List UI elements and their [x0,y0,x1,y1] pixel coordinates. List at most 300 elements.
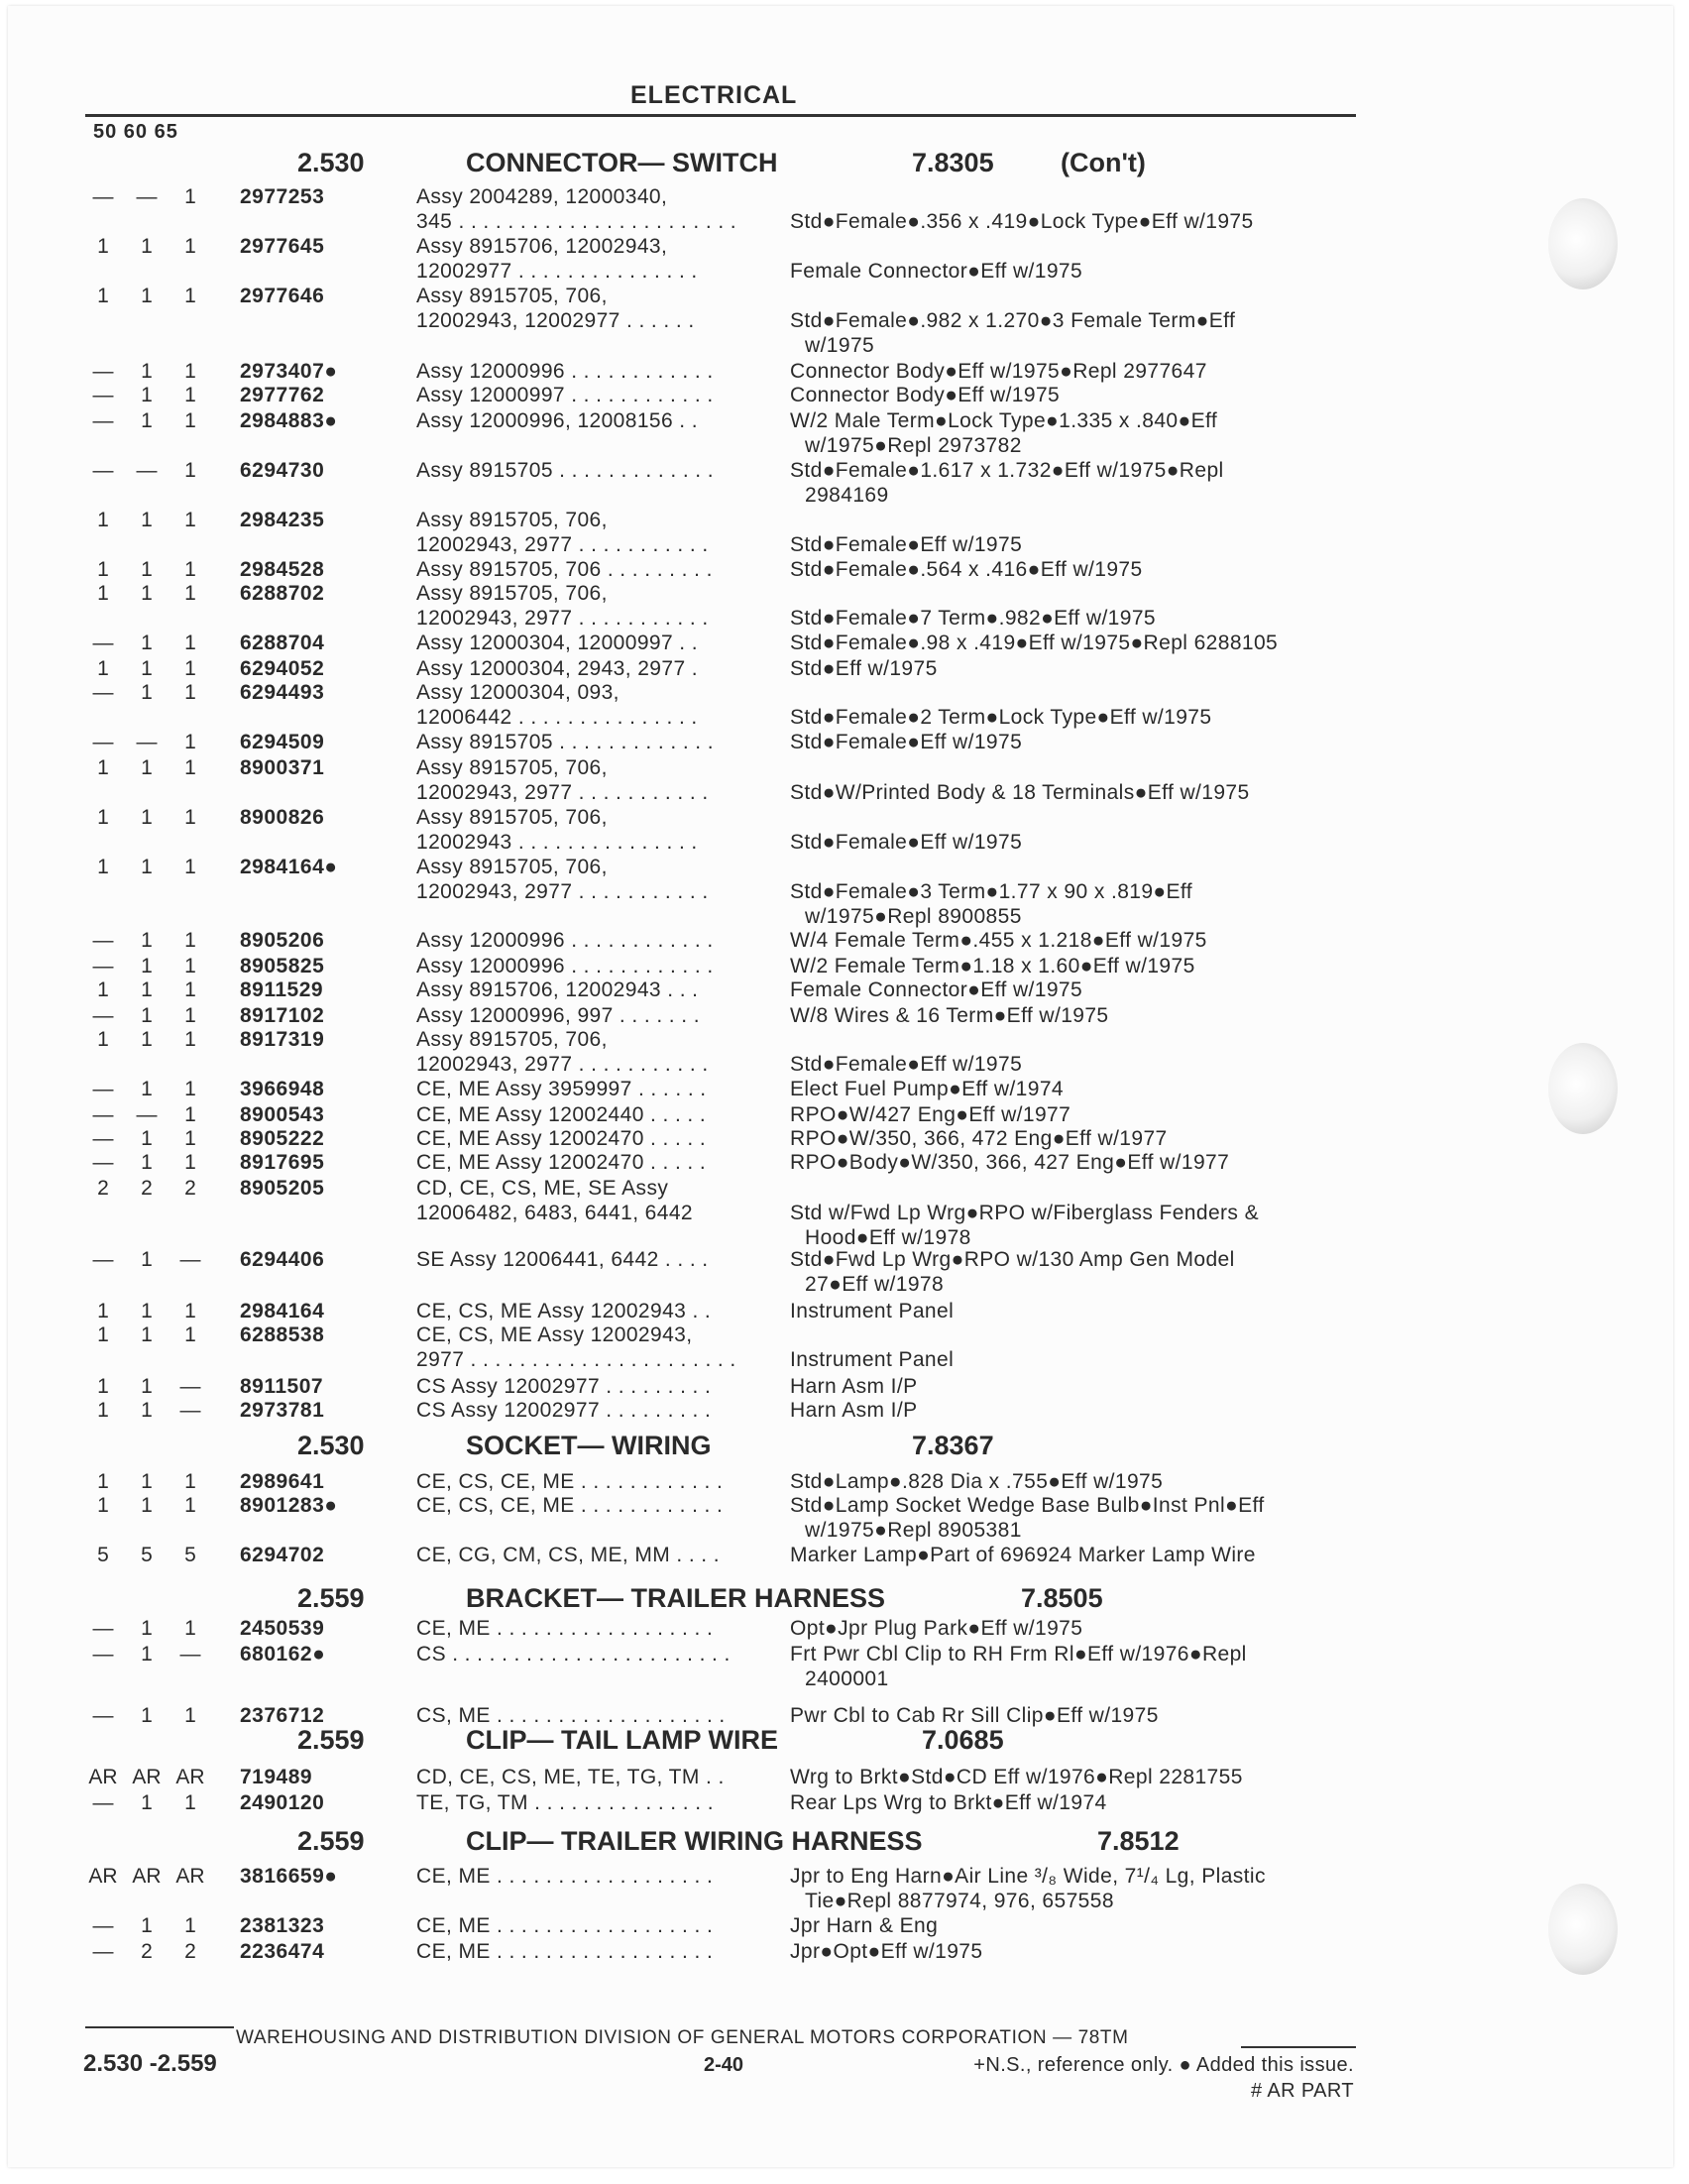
part-remark: Std●Fwd Lp Wrg●RPO w/130 Amp Gen Model [790,1248,1235,1271]
part-number: 3966948 [240,1078,325,1100]
part-remark: Rear Lps Wrg to Brkt●Eff w/1974 [790,1791,1107,1814]
part-description: TE, TG, TM . . . . . . . . . . . . . . . [416,1791,714,1814]
part-description: 12002943, 2977 . . . . . . . . . . . [416,880,709,903]
quantity-cell: 1 [141,1028,153,1051]
part-remark: Marker Lamp●Part of 696924 Marker Lamp Wire [790,1544,1256,1566]
quantity-cell: 1 [97,1375,109,1398]
part-remark: Female Connector●Eff w/1975 [790,260,1083,283]
quantity-cell: 1 [97,285,109,307]
quantity-cell: — [179,1248,201,1271]
quantity-cell: 1 [184,235,196,258]
part-description: Assy 12000996 . . . . . . . . . . . . [416,360,714,383]
part-remark: Std●Eff w/1975 [790,657,938,680]
quantity-cell: — [136,185,158,208]
quantity-cell: 5 [97,1544,109,1566]
part-remark: Opt●Jpr Plug Park●Eff w/1975 [790,1617,1083,1640]
part-remark: Std●Female●.564 x .416●Eff w/1975 [790,558,1143,581]
part-remark: Pwr Cbl to Cab Rr Sill Clip●Eff w/1975 [790,1704,1159,1727]
footer-note-ar-part: # AR PART [1250,2080,1354,2102]
quantity-cell: — [92,1248,114,1271]
part-description: CE, CS, ME Assy 12002943, [416,1323,693,1346]
part-remark: RPO●W/427 Eng●Eff w/1977 [790,1103,1071,1126]
part-description: CE, ME Assy 12002440 . . . . . [416,1103,707,1126]
quantity-cell: — [92,1151,114,1174]
quantity-cell: 2 [141,1940,153,1963]
quantity-cell: 1 [97,756,109,779]
quantity-cell: AR [175,1865,205,1888]
quantity-cell: 1 [184,978,196,1001]
part-number: 2376712 [240,1704,325,1727]
quantity-cell: 1 [184,1078,196,1100]
quantity-cell: 1 [184,856,196,878]
part-description: CE, ME . . . . . . . . . . . . . . . . . . [416,1914,714,1937]
part-number: 2490120 [240,1791,325,1814]
quantity-cell: — [92,1791,114,1814]
footer-range: 2.530 -2.559 [83,2050,217,2077]
part-description: Assy 8915705, 706, [416,856,608,878]
section-code: 7.8367 [912,1431,994,1460]
part-remark: Std●Lamp●.828 Dia x .755●Eff w/1975 [790,1470,1164,1493]
part-description: CE, CS, CE, ME . . . . . . . . . . . . [416,1470,724,1493]
quantity-cell: 1 [141,1151,153,1174]
part-description: Assy 8915705, 706, [416,509,608,531]
part-description: 12002943, 12002977 . . . . . . [416,309,695,332]
section-title: SOCKET— WIRING [466,1431,712,1460]
part-description: CE, CS, CE, ME . . . . . . . . . . . . [416,1494,724,1517]
part-description: Assy 8915705, 706, [416,1028,608,1051]
quantity-cell: AR [88,1865,118,1888]
quantity-cell: 1 [184,185,196,208]
part-description: 345 . . . . . . . . . . . . . . . . . . . . . . . [416,210,737,233]
part-number: 6288538 [240,1323,325,1346]
quantity-cell: 1 [141,806,153,829]
part-number: 8905825 [240,955,325,977]
part-number: 8917695 [240,1151,325,1174]
part-number: 8911529 [240,978,324,1001]
section-code: 7.8505 [1021,1583,1103,1613]
part-remark: 2984169 [805,484,889,507]
quantity-cell: — [136,1103,158,1126]
part-number: 2977253 [240,185,325,208]
quantity-cell: — [92,731,114,753]
part-remark: Std●Female●2 Term●Lock Type●Eff w/1975 [790,706,1212,729]
quantity-cell: — [136,459,158,482]
part-description: Assy 12000996, 997 . . . . . . . [416,1004,700,1027]
quantity-cell: 1 [184,1300,196,1322]
quantity-cell: 1 [141,1643,153,1666]
quantity-cell: 2 [97,1177,109,1200]
quantity-cell: — [179,1375,201,1398]
quantity-cell: — [92,1704,114,1727]
quantity-cell: — [92,1643,114,1666]
quantity-cell: 1 [97,1028,109,1051]
part-number: 719489 [240,1766,313,1788]
part-description: CE, ME Assy 12002470 . . . . . [416,1151,707,1174]
section-group-number: 2.559 [297,1583,365,1613]
quantity-cell: 1 [141,978,153,1001]
quantity-cell: 1 [184,360,196,383]
part-remark: w/1975 [805,334,875,357]
part-number: 2989641 [240,1470,325,1493]
quantity-cell: AR [132,1766,162,1788]
part-remark: Female Connector●Eff w/1975 [790,978,1083,1001]
quantity-cell: 1 [141,1617,153,1640]
part-description: CE, ME . . . . . . . . . . . . . . . . . . [416,1617,714,1640]
part-remark: Std w/Fwd Lp Wrg●RPO w/Fiberglass Fenders & [790,1202,1259,1224]
part-number: 8917102 [240,1004,325,1027]
part-number: 8917319 [240,1028,325,1051]
quantity-cell: 1 [141,285,153,307]
section-group-number: 2.530 [297,148,365,177]
section-group-number: 2.530 [297,1431,365,1460]
quantity-cell: 1 [184,558,196,581]
quantity-cell: 1 [184,806,196,829]
part-description: CD, CE, CS, ME, TE, TG, TM . . [416,1766,725,1788]
part-remark: Frt Pwr Cbl Clip to RH Frm Rl●Eff w/1976●Repl [790,1643,1247,1666]
quantity-cell: 1 [184,1151,196,1174]
quantity-cell: 1 [141,360,153,383]
section-group-number: 2.559 [297,1826,365,1856]
quantity-cell: 1 [141,509,153,531]
quantity-cell: 1 [184,1470,196,1493]
part-description: Assy 8915705 . . . . . . . . . . . . . [416,731,714,753]
part-number: 8905205 [240,1177,325,1200]
part-number: 8900826 [240,806,325,829]
part-remark: Instrument Panel [790,1348,955,1371]
part-description: SE Assy 12006441, 6442 . . . . [416,1248,709,1271]
part-remark: Wrg to Brkt●Std●CD Eff w/1976●Repl 2281755 [790,1766,1243,1788]
part-remark: 2400001 [805,1667,889,1690]
quantity-cell: 1 [184,1004,196,1027]
part-remark: W/2 Male Term●Lock Type●1.335 x .840●Eff [790,409,1218,432]
quantity-cell: 1 [184,384,196,406]
part-description: CE, ME Assy 3959997 . . . . . . [416,1078,707,1100]
part-number: 6294052 [240,657,325,680]
quantity-cell: 2 [184,1177,196,1200]
part-description: Assy 8915705, 706, [416,756,608,779]
quantity-cell: 1 [141,657,153,680]
part-description: Assy 12000304, 12000997 . . [416,632,699,654]
quantity-cell: — [179,1643,201,1666]
quantity-cell: 1 [184,459,196,482]
quantity-cell: 1 [141,384,153,406]
part-remark: Std●Female●.982 x 1.270●3 Female Term●Eff [790,309,1236,332]
part-remark: Jpr●Opt●Eff w/1975 [790,1940,983,1963]
part-remark: Harn Asm I/P [790,1375,918,1398]
part-number: 6294730 [240,459,325,482]
part-number: 2973781 [240,1399,325,1422]
quantity-cell: 1 [97,509,109,531]
part-remark: RPO●Body●W/350, 366, 427 Eng●Eff w/1977 [790,1151,1230,1174]
part-remark: Jpr Harn & Eng [790,1914,939,1937]
part-remark: Std●Female●3 Term●1.77 x 90 x .819●Eff [790,880,1193,903]
part-number: 2984164 [240,1300,325,1322]
part-number: 6288702 [240,582,325,605]
part-remark: RPO●W/350, 366, 472 Eng●Eff w/1977 [790,1127,1168,1150]
quantity-cell: 1 [184,632,196,654]
footer-rule-right [1241,2046,1356,2048]
part-number: 2984164● [240,856,338,878]
part-description: 12002943, 2977 . . . . . . . . . . . [416,533,709,556]
quantity-cell: 1 [141,1078,153,1100]
footer-page-number: 2-40 [704,2054,744,2076]
quantity-cell: 1 [184,1127,196,1150]
section-group-number: 2.559 [297,1725,365,1755]
part-remark: Std●Female●Eff w/1975 [790,831,1023,854]
quantity-cell: 1 [141,409,153,432]
part-description: CS Assy 12002977 . . . . . . . . . [416,1399,712,1422]
quantity-cell: AR [132,1865,162,1888]
quantity-cell: 2 [141,1177,153,1200]
part-remark: Std●Lamp Socket Wedge Base Bulb●Inst Pnl●Eff [790,1494,1265,1517]
part-remark: w/1975●Repl 2973782 [805,434,1022,457]
part-number: 8901283● [240,1494,338,1517]
part-remark: W/8 Wires & 16 Term●Eff w/1975 [790,1004,1109,1027]
quantity-cell: 1 [141,856,153,878]
part-remark: W/2 Female Term●1.18 x 1.60●Eff w/1975 [790,955,1195,977]
quantity-cell: AR [175,1766,205,1788]
part-description: CE, ME Assy 12002470 . . . . . [416,1127,707,1150]
quantity-cell: — [179,1399,201,1422]
part-remark: Std●W/Printed Body & 18 Terminals●Eff w/1975 [790,781,1250,804]
part-remark: W/4 Female Term●.455 x 1.218●Eff w/1975 [790,929,1207,952]
quantity-cell: 1 [97,1399,109,1422]
part-number: 3816659● [240,1865,338,1888]
quantity-cell: — [92,185,114,208]
quantity-cell: — [92,384,114,406]
part-description: 12002977 . . . . . . . . . . . . . . . [416,260,698,283]
quantity-cell: 1 [141,558,153,581]
quantity-cell: 1 [141,1248,153,1271]
quantity-cell: 1 [141,681,153,704]
quantity-cell: — [136,731,158,753]
quantity-cell: 1 [97,1470,109,1493]
part-remark: Std●Female●Eff w/1975 [790,1053,1023,1076]
quantity-cell: 1 [141,1300,153,1322]
part-remark: w/1975●Repl 8905381 [805,1519,1022,1542]
quantity-cell: 1 [97,657,109,680]
quantity-cell: 1 [184,1028,196,1051]
quantity-cell: 1 [184,756,196,779]
part-description: CS Assy 12002977 . . . . . . . . . [416,1375,712,1398]
part-number: 2984528 [240,558,325,581]
part-description: CE, CS, ME Assy 12002943 . . [416,1300,712,1322]
part-remark: Connector Body●Eff w/1975●Repl 2977647 [790,360,1207,383]
quantity-cell: 1 [184,1494,196,1517]
part-number: 2984883● [240,409,338,432]
part-number: 8905206 [240,929,325,952]
part-description: Assy 2004289, 12000340, [416,185,668,208]
part-remark: Elect Fuel Pump●Eff w/1974 [790,1078,1064,1100]
section-code: 7.0685 [922,1725,1004,1755]
quantity-cell: 1 [97,1323,109,1346]
part-remark: Hood●Eff w/1978 [805,1226,971,1249]
part-remark: Std●Female●.98 x .419●Eff w/1975●Repl 6288105 [790,632,1279,654]
quantity-cell: 5 [184,1544,196,1566]
part-number: 2977762 [240,384,325,406]
quantity-cell: — [92,1940,114,1963]
quantity-cell: 1 [97,978,109,1001]
quantity-cell: 1 [184,1323,196,1346]
part-description: Assy 12000304, 093, [416,681,619,704]
footer-division: WAREHOUSING AND DISTRIBUTION DIVISION OF GENERAL MOTORS CORPORATION — 78TM [236,2027,1129,2048]
quantity-cell: 5 [141,1544,153,1566]
quantity-cell: 1 [184,285,196,307]
part-remark: Std●Female●Eff w/1975 [790,731,1023,753]
quantity-cell: 1 [184,731,196,753]
part-description: 12002943 . . . . . . . . . . . . . . . [416,831,698,854]
part-description: Assy 12000304, 2943, 2977 . [416,657,699,680]
quantity-cell: 1 [141,1127,153,1150]
quantity-cell: — [92,1078,114,1100]
quantity-cell: 1 [184,681,196,704]
quantity-cell: 1 [141,1914,153,1937]
part-description: CS, ME . . . . . . . . . . . . . . . . . . . [416,1704,726,1727]
quantity-cell: 1 [141,1791,153,1814]
section-title: CLIP— TAIL LAMP WIRE [466,1725,778,1755]
quantity-cell: 1 [97,582,109,605]
quantity-cell: 1 [97,558,109,581]
part-number: 2984235 [240,509,325,531]
quantity-cell: 1 [141,1399,153,1422]
part-description: Assy 8915705, 706 . . . . . . . . . [416,558,713,581]
part-description: Assy 8915705, 706, [416,285,608,307]
section-continued: (Con't) [1061,148,1146,177]
quantity-cell: 1 [141,1494,153,1517]
part-number: 8911507 [240,1375,324,1398]
quantity-cell: 1 [184,509,196,531]
quantity-cell: 1 [184,1103,196,1126]
part-remark: w/1975●Repl 8900855 [805,905,1022,928]
quantity-cell: 1 [97,856,109,878]
part-description: CS . . . . . . . . . . . . . . . . . . . . . . . [416,1643,731,1666]
quantity-cell: 1 [97,806,109,829]
part-description: Assy 8915705, 706, [416,582,608,605]
part-number: 680162● [240,1643,326,1666]
part-remark: Jpr to Eng Harn●Air Line ³/₈ Wide, 7¹/₄ Lg, Plastic [790,1865,1266,1888]
quantity-cell: 1 [141,955,153,977]
part-number: 8905222 [240,1127,325,1150]
part-description: CD, CE, CS, ME, SE Assy [416,1177,669,1200]
part-description: CE, CG, CM, CS, ME, MM . . . . [416,1544,721,1566]
quantity-cell: — [92,681,114,704]
part-description: CE, ME . . . . . . . . . . . . . . . . . . [416,1940,714,1963]
quantity-cell: 1 [184,929,196,952]
part-remark: Connector Body●Eff w/1975 [790,384,1061,406]
quantity-cell: — [92,1617,114,1640]
part-number: 8900371 [240,756,325,779]
footer-note-added: +N.S., reference only. ● Added this issue. [973,2054,1354,2076]
quantity-cell: 1 [141,1375,153,1398]
section-title: BRACKET— TRAILER HARNESS [466,1583,886,1613]
part-description: 12002943, 2977 . . . . . . . . . . . [416,781,709,804]
year-columns-header: 50 60 65 [93,121,178,143]
quantity-cell: — [92,1127,114,1150]
quantity-cell: 1 [184,657,196,680]
part-remark: Harn Asm I/P [790,1399,918,1422]
part-description: CE, ME . . . . . . . . . . . . . . . . . . [416,1865,714,1888]
part-description: 12006442 . . . . . . . . . . . . . . . [416,706,698,729]
footer-rule-left [85,2026,234,2028]
quantity-cell: — [92,955,114,977]
part-remark: Std●Female●1.617 x 1.732●Eff w/1975●Repl [790,459,1224,482]
part-number: 6294406 [240,1248,325,1271]
quantity-cell: 1 [184,955,196,977]
section-code: 7.8305 [912,148,994,177]
quantity-cell: — [92,1004,114,1027]
quantity-cell: 1 [184,409,196,432]
part-remark: Tie●Repl 8877974, 976, 657558 [805,1890,1114,1912]
part-description: Assy 8915705 . . . . . . . . . . . . . [416,459,714,482]
part-remark: 27●Eff w/1978 [805,1273,945,1296]
quantity-cell: — [92,1914,114,1937]
part-number: 8900543 [240,1103,325,1126]
part-description: Assy 8915706, 12002943, [416,235,668,258]
part-number: 2977646 [240,285,325,307]
quantity-cell: 1 [141,235,153,258]
quantity-cell: 1 [184,1914,196,1937]
part-number: 6294509 [240,731,325,753]
quantity-cell: 1 [184,1617,196,1640]
quantity-cell: 1 [141,756,153,779]
part-description: Assy 12000997 . . . . . . . . . . . . [416,384,714,406]
quantity-cell: 1 [141,582,153,605]
quantity-cell: 1 [97,1494,109,1517]
part-number: 6294493 [240,681,325,704]
part-description: Assy 12000996 . . . . . . . . . . . . [416,929,714,952]
quantity-cell: 2 [184,1940,196,1963]
quantity-cell: — [92,1103,114,1126]
quantity-cell: AR [88,1766,118,1788]
quantity-cell: — [92,409,114,432]
quantity-cell: 1 [184,582,196,605]
quantity-cell: 1 [141,929,153,952]
section-title: CLIP— TRAILER WIRING HARNESS [466,1826,923,1856]
part-number: 2977645 [240,235,325,258]
quantity-cell: 1 [141,1470,153,1493]
quantity-cell: — [92,929,114,952]
quantity-cell: 1 [141,1704,153,1727]
part-number: 2236474 [240,1940,325,1963]
quantity-cell: 1 [141,1323,153,1346]
part-description: Assy 8915705, 706, [416,806,608,829]
quantity-cell: 1 [141,1004,153,1027]
part-description: 12002943, 2977 . . . . . . . . . . . [416,607,709,630]
page-title: ELECTRICAL [630,81,798,109]
part-description: 12002943, 2977 . . . . . . . . . . . [416,1053,709,1076]
quantity-cell: 1 [184,1791,196,1814]
quantity-cell: — [92,459,114,482]
part-number: 6288704 [240,632,325,654]
part-description: 2977 . . . . . . . . . . . . . . . . . . . . . . [416,1348,736,1371]
part-number: 2973407● [240,360,338,383]
quantity-cell: — [92,632,114,654]
part-number: 6294702 [240,1544,325,1566]
quantity-cell: 1 [97,1300,109,1322]
section-title: CONNECTOR— SWITCH [466,148,778,177]
part-description: Assy 8915706, 12002943 . . . [416,978,699,1001]
quantity-cell: — [92,360,114,383]
part-description: Assy 12000996, 12008156 . . [416,409,699,432]
part-description: Assy 12000996 . . . . . . . . . . . . [416,955,714,977]
quantity-cell: 1 [141,632,153,654]
part-description: 12006482, 6483, 6441, 6442 [416,1202,693,1224]
part-remark: Instrument Panel [790,1300,955,1322]
section-code: 7.8512 [1097,1826,1180,1856]
part-remark: Std●Female●7 Term●.982●Eff w/1975 [790,607,1157,630]
part-remark: Std●Female●Eff w/1975 [790,533,1023,556]
part-number: 2381323 [240,1914,325,1937]
